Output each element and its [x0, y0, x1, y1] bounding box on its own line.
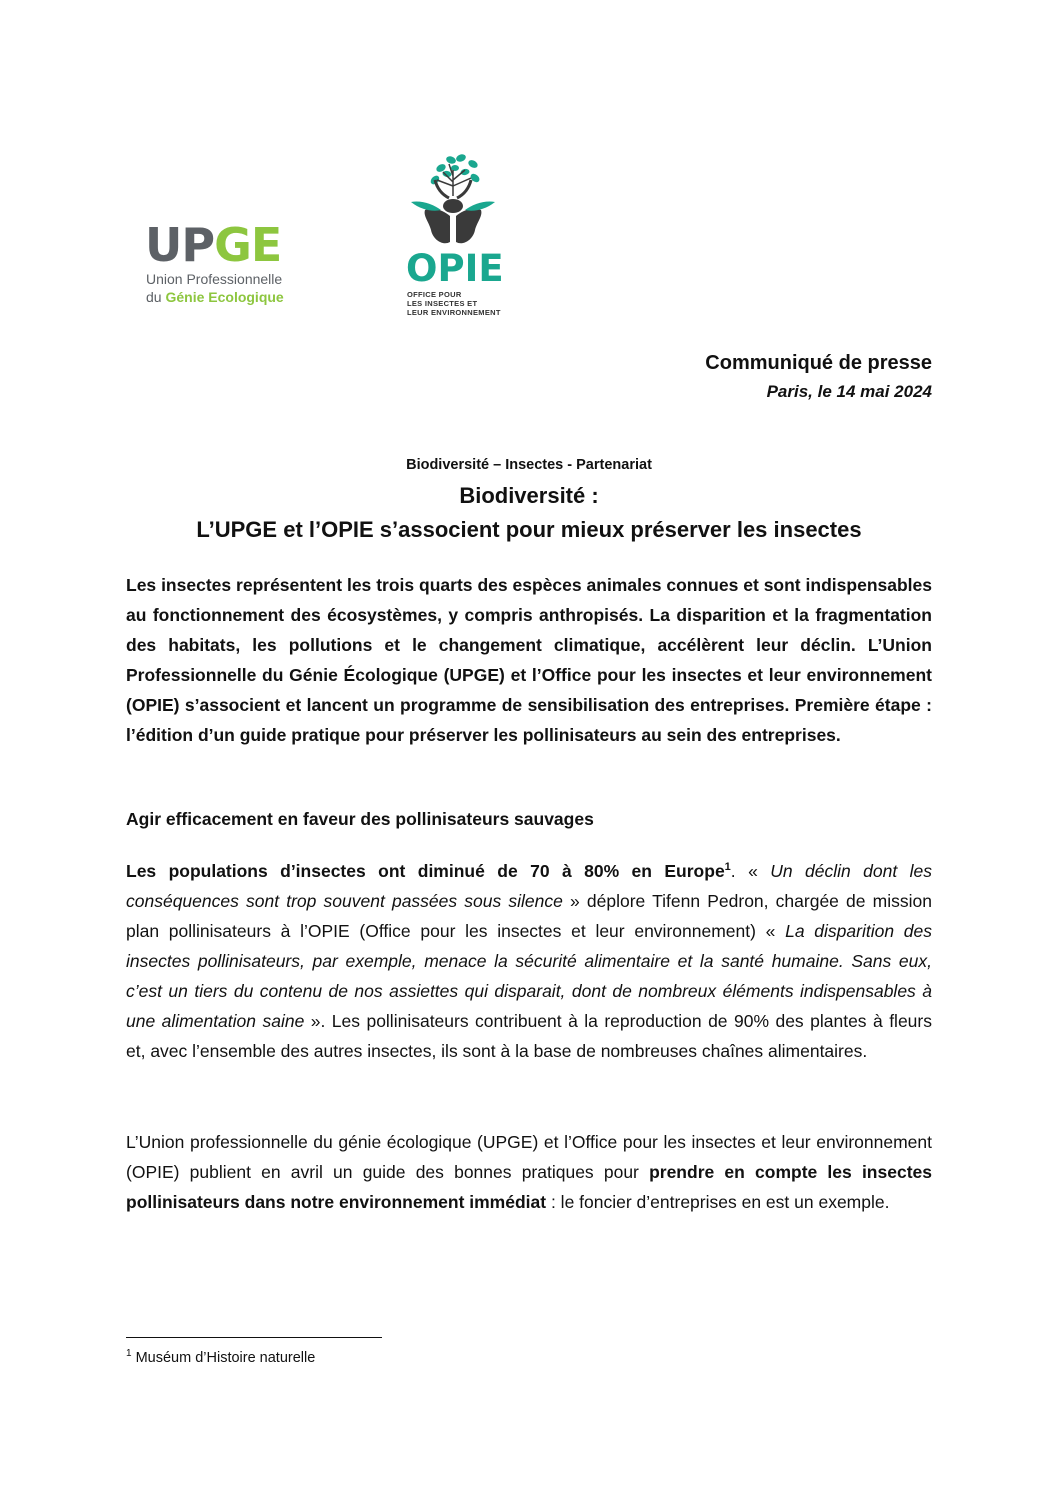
- para2-quote-2: La disparition des insectes pollinisateurs, par exemple, menace la sécurité alimentaire et la santé humaine. Sans eux, c’est un tiers du contenu de nos assiettes qui disparait, dont de nombreux éléments indispensables à une alimentation saine: [126, 921, 933, 1031]
- body-paragraph-1: [126, 856, 932, 1066]
- footnote-text: Muséum d’Histoire naturelle: [131, 1350, 316, 1366]
- para3-bold: prendre en compte les insectes pollinisateurs dans notre environnement immédiat: [126, 1162, 932, 1212]
- para3-text-1: L’Union professionnelle du génie écologique (UPGE) et l’Office pour les insectes et leur environnement (OPIE) publient en avril un guide des bonnes pratiques pour: [126, 1132, 932, 1182]
- opie-wordmark: OPIE: [406, 247, 504, 290]
- para2-text-3: ». Les pollinisateurs contribuent à la reproduction de 90% des plantes à fleurs et, avec l’ensemble des autres insectes, ils sont à la base de nombreuses chaînes alimentaires.: [126, 1011, 932, 1061]
- opie-tagline-1: OFFICE POUR: [407, 290, 462, 299]
- lead-paragraph: Les insectes représentent les trois quarts des espèces animales connues et sont indispensables au fonctionnement des écosystèmes, y compris anthropisés. La disparition et la fragmentation des habitats, les pollutions et le changement climatique, accélèrent leur déclin. L’Union Professionnelle du Génie Écologique (UPGE) et l’Office pour les insectes et leur environnement (OPIE) s’associent et lancent un programme de sensibilisation des entreprises. Première étape : l’édition d’un guide pratique pour préserver les pollinisateurs au sein des entreprises.: [126, 575, 932, 745]
- upge-tagline-1: Union Professionnelle: [146, 271, 283, 287]
- opie-tagline-3: LEUR ENVIRONNEMENT: [407, 308, 501, 317]
- upge-wordmark: [145, 218, 282, 272]
- body-paragraph-2: [126, 1127, 932, 1217]
- stag-beetle-tree-icon: [403, 150, 503, 250]
- para2-text-1: . «: [730, 861, 771, 881]
- footnote: [126, 1350, 315, 1366]
- para2-bold-lead: Les populations d’insectes ont diminué de 70 à 80% en Europe: [126, 861, 725, 881]
- section-heading: Agir efficacement en faveur des pollinisateurs sauvages: [126, 809, 594, 829]
- footnote-reference[interactable]: 1: [724, 861, 731, 874]
- para3-text-2: : le foncier d’entreprises en est un exemple.: [546, 1192, 890, 1212]
- upge-logo: [145, 218, 315, 312]
- upge-tagline-highlight: Génie Ecologique: [165, 289, 284, 305]
- footnote-divider: [126, 1337, 382, 1338]
- opie-tagline-2: LES INSECTES ET: [407, 299, 478, 308]
- kicker-topics: Biodiversité – Insectes - Partenariat: [406, 457, 652, 473]
- upge-wordmark-up: UP: [145, 218, 215, 272]
- upge-tagline-prefix: du: [146, 289, 166, 305]
- press-release-label: Communiqué de presse: [705, 352, 932, 374]
- opie-logo: [400, 150, 520, 320]
- para2-text-2: » déplore Tifenn Pedron, chargée de mission plan pollinisateurs à l’OPIE (Office pour les insectes et leur environnement) «: [126, 891, 932, 941]
- press-release-date: Paris, le 14 mai 2024: [766, 382, 932, 401]
- title-line-2: L’UPGE et l’OPIE s’associent pour mieux préserver les insectes: [196, 517, 862, 542]
- title-line-1: Biodiversité :: [459, 483, 599, 508]
- footnote-number: 1: [126, 1348, 132, 1360]
- para2-quote-1: Un déclin dont les conséquences sont trop souvent passées sous silence: [126, 861, 932, 911]
- upge-wordmark-ge: GE: [214, 218, 282, 272]
- upge-tagline-2: [146, 289, 284, 305]
